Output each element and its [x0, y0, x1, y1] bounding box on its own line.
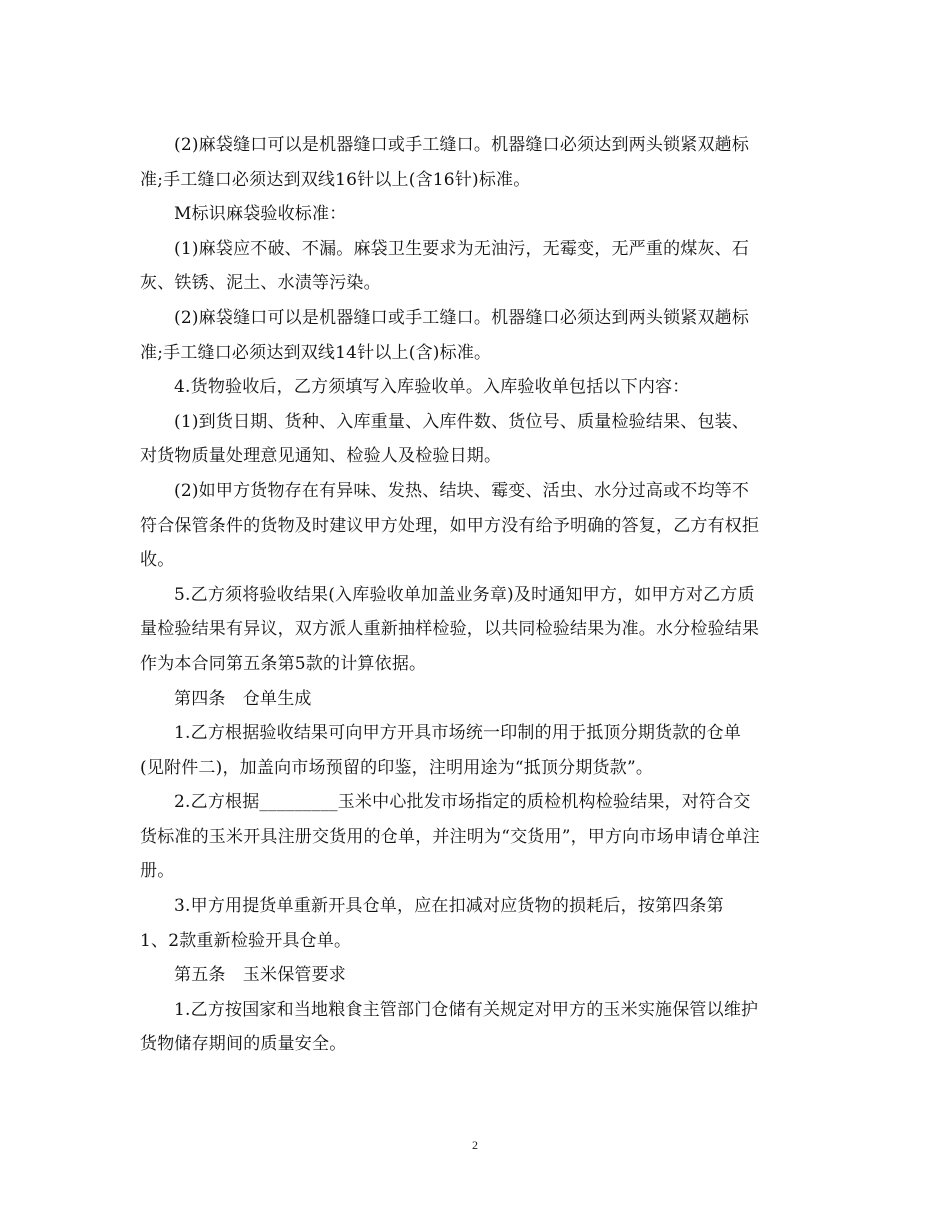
text-line: 准;手工缝口必须达到双线14针以上(含)标准。	[140, 342, 492, 363]
text-line: 3.甲方用提货单重新开具仓单，应在扣减对应货物的损耗后，按第四条第	[174, 896, 724, 917]
text-line: (2)麻袋缝口可以是机器缝口或手工缝口。机器缝口必须达到两头锁紧双趟标	[174, 307, 750, 328]
section-heading: 第五条 玉米保管要求	[174, 965, 346, 986]
text-line: 5.乙方须将验收结果(入库验收单加盖业务章)及时通知甲方，如甲方对乙方质	[174, 584, 755, 605]
text-line: (2)如甲方货物存在有异味、发热、结块、霉变、活虫、水分过高或不均等不	[174, 480, 750, 501]
text-line: (2)麻袋缝口可以是机器缝口或手工缝口。机器缝口必须达到两头锁紧双趟标	[174, 135, 750, 155]
section-heading: 第四条 仓单生成	[174, 688, 312, 709]
text-line: (1)到货日期、货种、入库重量、入库件数、货位号、质量检验结果、包装、	[174, 411, 750, 432]
document-body	[140, 128, 810, 1062]
text-line: 对货物质量处理意见通知、检验人及检验日期。	[140, 446, 502, 467]
text-line: 1、2款重新检验开具仓单。	[140, 930, 352, 951]
text-line: 册。	[140, 861, 175, 882]
text-line: 2.乙方根据_________玉米中心批发市场指定的质检机构检验结果，对符合交	[174, 792, 751, 813]
text-line: 货物储存期间的质量安全。	[140, 1034, 347, 1055]
text-line: 灰、铁锈、泥土、水渍等污染。	[140, 273, 381, 294]
text-line: 量检验结果有异议，双方派人重新抽样检验，以共同检验结果为准。水分检验结果	[140, 619, 760, 640]
text-line: 1.乙方根据验收结果可向甲方开具市场统一印制的用于抵顶分期货款的仓单	[174, 723, 742, 744]
text-line: (见附件二)，加盖向市场预留的印鉴，注明用途为“抵顶分期货款”。	[140, 757, 654, 778]
text-line: 货标准的玉米开具注册交货用的仓单，并注明为“交货用”，甲方向市场申请仓单注	[140, 826, 760, 847]
page-number: 2	[472, 1138, 478, 1152]
text-line: (1)麻袋应不破、不漏。麻袋卫生要求为无油污，无霉变，无严重的煤灰、石	[174, 238, 750, 259]
paragraph-block	[140, 128, 810, 1062]
text-line: 1.乙方按国家和当地粮食主管部门仓储有关规定对甲方的玉米实施保管以维护	[174, 999, 759, 1020]
text-line: M标识麻袋验收标准：	[174, 204, 347, 225]
text-line: 符合保管条件的货物及时建议甲方处理，如甲方没有给予明确的答复，乙方有权拒	[140, 515, 760, 536]
text-line: 准;手工缝口必须达到双线16针以上(含16针)标准。	[140, 169, 531, 190]
text-line: 作为本合同第五条第5款的计算依据。	[140, 653, 427, 674]
text-line: 4.货物验收后，乙方须填写入库验收单。入库验收单包括以下内容：	[174, 377, 690, 398]
text-line: 收。	[140, 550, 175, 571]
